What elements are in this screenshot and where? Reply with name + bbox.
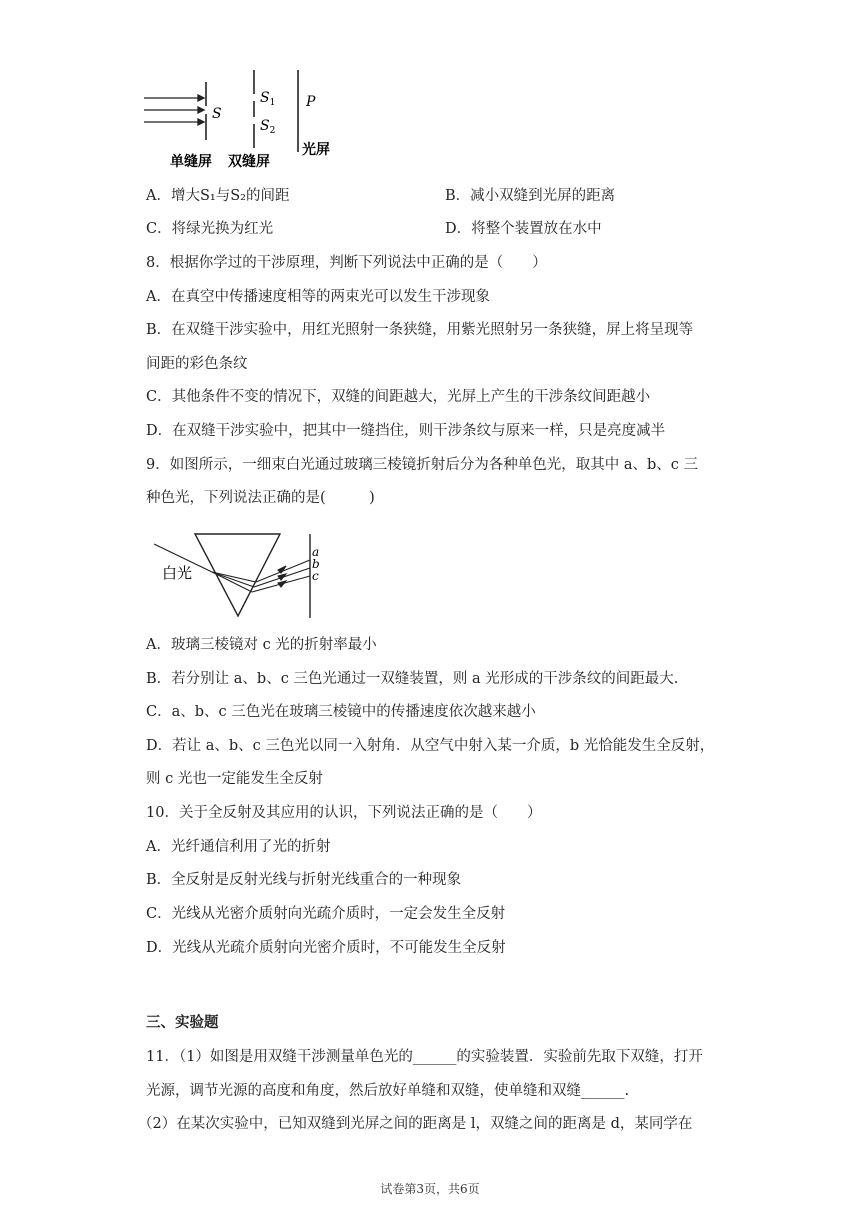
section-heading-experiment: 三、实验题 <box>146 1015 219 1031</box>
glass-prism <box>195 534 280 616</box>
q8-option-b-line1: B．在双缝干涉实验中，用红光照射一条狭缝，用紫光照射另一条狭缝，屏上将呈现等 <box>146 322 694 338</box>
incident-light-arrows <box>144 95 204 125</box>
q9-stem-line1: 9．如图所示，一细束白光通过玻璃三棱镜折射后分为各种单色光，取其中 a、b、c 三 <box>146 457 698 473</box>
q9-stem-line2: 种色光，下列说法正确的是( ) <box>146 490 375 506</box>
label-b: b <box>312 557 320 571</box>
double-slit-diagram <box>140 68 370 178</box>
q8-option-c: C．其他条件不变的情况下，双缝的间距越大，光屏上产生的干涉条纹间距越小 <box>146 389 651 405</box>
q8-option-d: D．在双缝干涉实验中，把其中一缝挡住，则干涉条纹与原来一样，只是亮度减半 <box>146 423 666 439</box>
label-white-light: 白光 <box>162 564 193 582</box>
q9-option-d-line2: 则 c 光也一定能发生全反射 <box>146 771 323 787</box>
q11-line3: （2）在某次实验中，已知双缝到光屏之间的距离是 l，双缝之间的距离是 d，某同学在 <box>138 1116 693 1132</box>
q10-option-c: C．光线从光密介质射向光疏介质时，一定会发生全反射 <box>146 906 506 922</box>
q9-option-b: B．若分别让 a、b、c 三色光通过一双缝装置，则 a 光形成的干涉条纹的间距最大. <box>146 671 679 687</box>
q9-option-a: A．玻璃三棱镜对 c 光的折射率最小 <box>146 637 377 653</box>
q7-option-b: B．减小双缝到光屏的距离 <box>445 188 616 204</box>
refracted-rays <box>212 560 310 592</box>
q7-option-d: D．将整个装置放在水中 <box>445 221 602 237</box>
label-c: c <box>312 569 319 583</box>
q7-option-c: C．将绿光换为红光 <box>146 221 274 237</box>
label-s2: $S_2$ <box>260 118 276 136</box>
label-s: S <box>212 106 222 122</box>
caption-double-slit: 双缝屏 <box>228 154 270 170</box>
caption-single-slit: 单缝屏 <box>170 154 212 170</box>
q10-option-b: B．全反射是反射光线与折射光线重合的一种现象 <box>146 872 462 888</box>
prism-diagram <box>150 530 340 622</box>
q10-option-d: D．光线从光疏介质射向光密介质时，不可能发生全反射 <box>146 940 506 956</box>
q11-line1: 11．（1）如图是用双缝干涉测量单色光的______的实验装置．实验前先取下双缝，打开 <box>146 1049 703 1065</box>
q10-option-a: A．光纤通信利用了光的折射 <box>146 839 331 855</box>
q11-line2: 光源，调节光源的高度和角度，然后放好单缝和双缝，使单缝和双缝______. <box>146 1083 630 1099</box>
q8-option-b-line2: 间距的彩色条纹 <box>146 356 248 372</box>
caption-screen: 光屏 <box>302 142 330 158</box>
label-a: a <box>312 545 320 559</box>
q10-stem: 10．关于全反射及其应用的认识，下列说法正确的是（ ） <box>146 805 542 821</box>
q8-stem: 8．根据你学过的干涉原理，判断下列说法中正确的是（ ） <box>146 255 547 271</box>
page-footer: 试卷第3页，共6页 <box>380 1182 480 1196</box>
label-p: P <box>306 94 316 110</box>
label-s1: $S_1$ <box>260 90 276 108</box>
q8-option-a: A．在真空中传播速度相等的两束光可以发生干涉现象 <box>146 289 490 305</box>
q7-option-a: A．增大S₁与S₂的间距 <box>146 188 290 204</box>
q9-option-c: C．a、b、c 三色光在玻璃三棱镜中的传播速度依次越来越小 <box>146 704 536 720</box>
q9-option-d-line1: D．若让 a、b、c 三色光以同一入射角．从空气中射入某一介质，b 光恰能发生全反射， <box>146 738 715 754</box>
